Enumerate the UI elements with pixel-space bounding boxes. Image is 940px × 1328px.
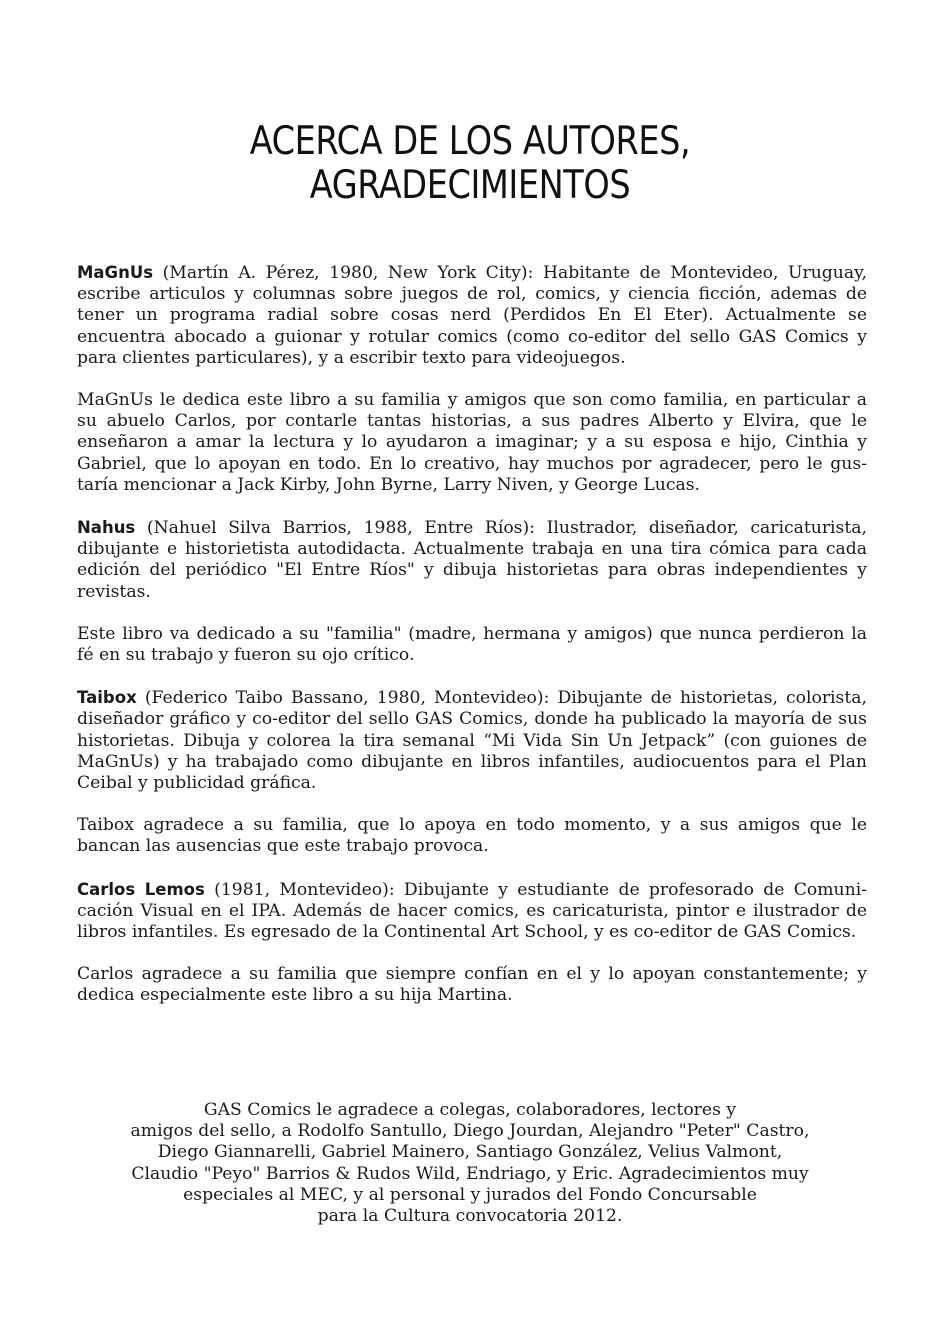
paragraph-carlos-bio [77, 879, 867, 944]
paragraph-taibox-thanks: Taibox agradece a su familia, que lo apoya en todo momento, y a sus amigos que le bancan las ausencias que este trabajo provoca. [77, 815, 867, 857]
carlos-bio-text: (1981, Montevideo): Dibujante y estudiante de profesorado de Comunicación Visual en el IPA. Además de hacer comics, es caricaturista, pintor e ilustrador de libros infantiles. Es egresado de la Continental Art School, y es co-editor de GAS Comics. [77, 879, 867, 943]
gas-comics-acknowledgements [80, 1100, 860, 1227]
body-text [77, 262, 867, 1028]
footer-line: Diego Giannarelli, Gabriel Mainero, Santiago González, Velius Valmont, [157, 1142, 783, 1163]
author-name-nahus: Nahus [77, 518, 136, 538]
footer-line: GAS Comics le agradece a colegas, colaboradores, lectores y [203, 1100, 737, 1120]
footer-line: especiales al MEC, y al personal y jurados del Fondo Concursable [183, 1184, 757, 1205]
footer-line: amigos del sello, a Rodolfo Santullo, Diego Jourdan, Alejandro "Peter" Castro, [130, 1121, 810, 1142]
author-name-carlos-lemos: Carlos Lemos [77, 879, 205, 899]
paragraph-carlos-thanks: Carlos agradece a su familia que siempre confían en el y lo apoyan constantemente; y dedica especialmente este libro a su hija Martina. [77, 964, 867, 1006]
footer-line: para la Cultura convocatoria 2012. [317, 1206, 623, 1227]
title-line-2: AGRADECIMIENTOS [309, 163, 631, 208]
magnus-bio-text: (Martín A. Pérez, 1980, New York City): Habitante de Montevideo, Uruguay, escribe articulos y columnas sobre juegos de rol, comics, y ciencia ficción, ademas de tener un programa radial sobre cosas nerd (Perdidos En El Eter). Actualmente se encuentra abocado a guionar y rotular comics (como co-editor del sello GAS Comics y para clientes particulares), y a escribir texto para videojuegos. [77, 263, 867, 368]
footer-line: Claudio "Peyo" Barrios & Rudos Wild, Endriago, y Eric. Agradecimientos muy [131, 1163, 809, 1184]
page-title [66, 120, 874, 208]
paragraph-taibox-bio [77, 687, 867, 794]
author-name-magnus: MaGnUs [77, 263, 154, 282]
title-line-1: ACERCA DE LOS AUTORES, [249, 119, 691, 164]
taibox-bio-text: (Federico Taibo Bassano, 1980, Montevideo): Dibujante de historietas, colorista, diseñador gráfico y co-editor del sello GAS Comics, donde ha publicado la mayoría de sus historietas. Dibuja y colorea la tira semanal “Mi Vida Sin Un Jetpack” (con guiones de MaGnUs) y ha trabajado como dibujante en libros infantiles, audiocuentos para el Plan Ceibal y publicidad gráfica. [77, 688, 867, 794]
paragraph-magnus-thanks: MaGnUs le dedica este libro a su familia y amigos que son como familia, en particular a su abuelo Carlos, por contarle tantas historias, a sus padres Alberto y Elvira, que le enseñaron a amar la lectura y lo ayudaron a imaginar; y a su esposa e hijo, Cinthia y Gabriel, que lo apoyan en todo. En lo creativo, hay muchos por agradecer, pero le gustaría mencionar a Jack Kirby, John Byrne, Larry Niven, y George Lucas. [77, 390, 867, 495]
nahus-bio-text: (Nahuel Silva Barrios, 1988, Entre Ríos): Ilustrador, diseñador, caricaturista, dibujante e historietista autodidacta. Actualmente trabaja en una tira cómica para cada edición del periódico "El Entre Ríos" y dibuja historietas para obras independientes y revistas. [77, 518, 867, 602]
paragraph-nahus-thanks: Este libro va dedicado a su "familia" (madre, hermana y amigos) que nunca perdieron la fé en su trabajo y fueron su ojo crítico. [77, 623, 867, 666]
paragraph-magnus-bio [77, 262, 867, 369]
paragraph-nahus-bio [77, 517, 867, 603]
author-name-taibox: Taibox [77, 688, 137, 708]
